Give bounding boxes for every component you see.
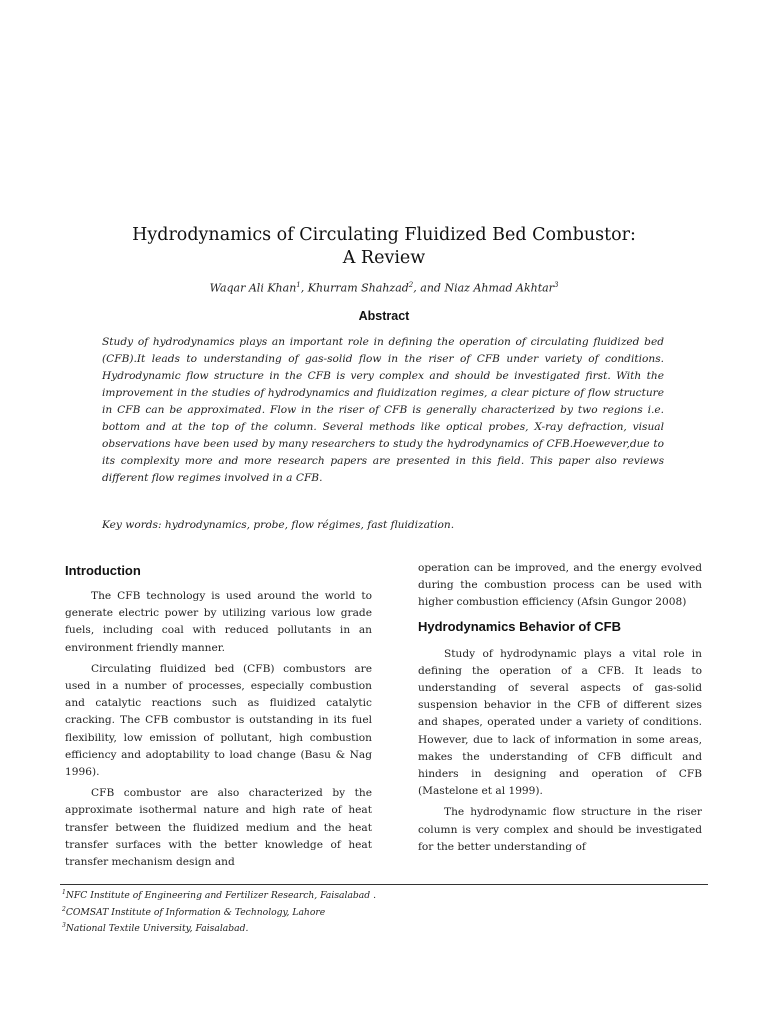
footnote-mark: 1 bbox=[62, 889, 66, 896]
title-line-1: Hydrodynamics of Circulating Fluidized Bed Combustor: bbox=[132, 225, 636, 245]
paragraph-continuation: operation can be improved, and the energy evolved during the combustion process can be used with higher combustion efficiency (Afsin Gungor 2008) bbox=[418, 562, 702, 609]
section-heading-introduction: Introduction bbox=[65, 563, 141, 578]
author-separator: , and bbox=[413, 281, 445, 295]
right-column bbox=[418, 560, 702, 860]
footnote-text: NFC Institute of Engineering and Fertilizer Research, Faisalabad . bbox=[65, 890, 377, 902]
paragraph: CFB combustor are also characterized by the approximate isothermal nature and high rate of heat transfer between the fluidized medium and the heat transfer surfaces with the better knowledge of heat transfer mechanism design and bbox=[65, 787, 372, 869]
footnote bbox=[62, 886, 702, 903]
author-list bbox=[60, 278, 708, 296]
keywords: Key words: hydrodynamics, probe, flow régimes, fast fluidization. bbox=[102, 519, 455, 531]
author-separator: , bbox=[300, 281, 308, 295]
author-affiliation-mark: 2 bbox=[408, 281, 414, 289]
footnotes bbox=[62, 886, 702, 936]
paragraph: The hydrodynamic flow structure in the riser column is very complex and should be investigated for the better understanding of bbox=[418, 806, 702, 853]
footnote-mark: 2 bbox=[62, 905, 66, 913]
footnote-text: COMSAT Institute of Information & Technology, Lahore bbox=[65, 906, 326, 918]
footnote bbox=[62, 919, 702, 936]
paragraph: Circulating fluidized bed (CFB) combustors are used in a number of processes, especially combustion and catalytic reactions such as fluidized catalytic cracking. The CFB combustor is outstanding in its fuel flexibility, low emission of pollutant, high combustion efficiency and adoptability to load change (Basu & Nag 1996). bbox=[65, 662, 372, 779]
footnote-text: National Textile University, Faisalabad. bbox=[65, 923, 249, 935]
left-column bbox=[65, 562, 372, 875]
author-name: Khurram Shahzad bbox=[307, 281, 409, 295]
paragraph: The CFB technology is used around the world to generate electric power by utilizing various low grade fuels, including coal with reduced pollutants in an environment friendly manner. bbox=[65, 590, 372, 654]
paper-title bbox=[60, 224, 708, 270]
abstract-text: Study of hydrodynamics plays an important role in defining the operation of circulating fluidized bed (CFB).It leads to understanding of gas-solid flow in the riser of CFB under variety of conditions. Hydrodynamic flow structure in the CFB is very complex and should be investigated first. With the improvement in the studies of hydrodynamics and fluidization regimes, a clear picture of flow structure in CFB can be approximated. Flow in the riser of CFB is generally characterized by two regions i.e. bottom and at the top of the column. Several methods like optical probes, X-ray defraction, visual observations have been used by many researchers to study the hydrodynamics of CFB.Hoewever,due to its complexity more and more research papers are presented in this field. This paper also reviews different flow regimes involved in a CFB. bbox=[102, 336, 664, 484]
title-line-2: A Review bbox=[342, 248, 426, 268]
footnote-divider bbox=[60, 884, 708, 885]
abstract-heading: Abstract bbox=[358, 309, 410, 323]
author-name: Niaz Ahmad Akhtar bbox=[444, 281, 554, 295]
section-heading-hydrodynamics: Hydrodynamics Behavior of CFB bbox=[418, 618, 621, 634]
author-affiliation-mark: 1 bbox=[296, 281, 301, 289]
paragraph: Study of hydrodynamic plays a vital role in defining the operation of a CFB. It leads to understanding of several aspects of gas-solid suspension behavior in the CFB of different sizes and shapes, operated under a variety of conditions. However, due to lack of information in some areas, makes the understanding of CFB difficult and hinders in designing and operation of CFB (Mastelone et al 1999). bbox=[418, 647, 702, 798]
author-affiliation-mark: 3 bbox=[553, 281, 559, 289]
footnote bbox=[62, 903, 702, 920]
footnote-mark: 3 bbox=[62, 922, 66, 930]
author-name: Waqar Ali Khan bbox=[209, 281, 297, 295]
